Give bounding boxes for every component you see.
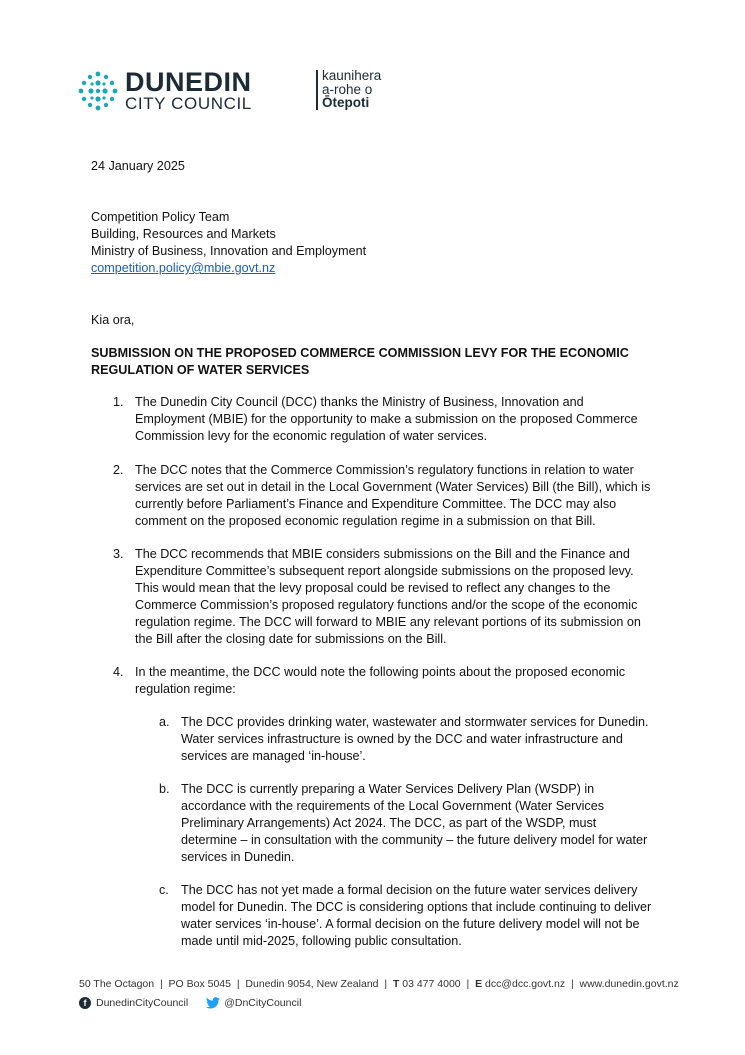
paragraph-2 bbox=[113, 462, 653, 530]
facebook-handle[interactable]: DunedinCityCouncil bbox=[96, 997, 189, 1009]
recipient-email-link[interactable]: competition.policy@mbie.govt.nz bbox=[91, 261, 276, 275]
address-line3: Ministry of Business, Innovation and Employment bbox=[91, 244, 367, 258]
footer-email-label: E bbox=[475, 978, 483, 990]
subpoint-text: The DCC is currently preparing a Water Services Delivery Plan (WSDP) in accordance with the requirements of the Local Government (Water Services Preliminary Arrangements) Act 2024. The DCC, as part of the WSDP, must determine – in consultation with the community – the future delivery model for water services in Dunedin. bbox=[181, 782, 648, 864]
logo-maori-line1: kaunihera bbox=[322, 68, 382, 83]
subpoint-b bbox=[159, 781, 653, 866]
subpoint-text: The DCC has not yet made a formal decision on the future water services delivery model for Dunedin. The DCC is considering options that include continuing to deliver water services ‘in-house’. A formal decision on the future delivery model will not be made until mid-2025, following public consultation. bbox=[181, 883, 652, 948]
paragraph-text: The DCC recommends that MBIE considers submissions on the Bill and the Finance and Expenditure Committee’s subsequent report alongside submissions on the proposed levy. This would mean that the levy proposal could be revised to reflect any changes to the Commerce Commission’s proposed regulatory functions and/or the scope of the economic regulation regime. The DCC will forward to MBIE any relevant portions of its submission on the Bill after the closing date for submissions on the Bill. bbox=[135, 547, 641, 646]
paragraph-number: 1. bbox=[113, 395, 124, 409]
recipient-address bbox=[91, 209, 366, 277]
subpoint-letter: a. bbox=[159, 715, 170, 729]
facebook-icon: f bbox=[79, 997, 91, 1009]
dcc-logo-mark-icon bbox=[77, 70, 119, 112]
submission-heading: SUBMISSION ON THE PROPOSED COMMERCE COMMISSION LEVY FOR THE ECONOMIC REGULATION OF WATER SERVICES bbox=[91, 346, 629, 377]
footer-contact: 50 The Octagon | PO Box 5045 | Dunedin 9054, New Zealand | T 03 477 4000 | E dcc@dcc.govt.nz | www.dunedin.govt.nz bbox=[79, 978, 679, 990]
subpoint-letter: b. bbox=[159, 782, 170, 796]
subpoint-letter: c. bbox=[159, 883, 169, 897]
footer-email[interactable]: dcc@dcc.govt.nz bbox=[485, 978, 566, 990]
twitter-handle[interactable]: @DnCityCouncil bbox=[224, 997, 302, 1009]
address-line1: Competition Policy Team bbox=[91, 210, 230, 224]
paragraph-text: In the meantime, the DCC would note the following points about the proposed economic regulation regime: bbox=[135, 665, 626, 696]
logo-name-line1: DUNEDIN bbox=[125, 67, 252, 97]
paragraph-number: 2. bbox=[113, 463, 124, 477]
footer-city: Dunedin 9054, New Zealand bbox=[245, 978, 379, 990]
footer-po-box: PO Box 5045 bbox=[168, 978, 231, 990]
letter-date: 24 January 2025 bbox=[91, 159, 185, 173]
paragraph-text: The Dunedin City Council (DCC) thanks the Ministry of Business, Innovation and Employment (MBIE) for the opportunity to make a submission on the proposed Commerce Commission levy for the economic regulation of water services. bbox=[135, 395, 638, 443]
logo-maori-line2: a-rohe o bbox=[322, 81, 373, 97]
footer-phone: 03 477 4000 bbox=[402, 978, 461, 990]
paragraph-3 bbox=[113, 546, 653, 648]
paragraph-4 bbox=[113, 664, 653, 698]
subpoint-c bbox=[159, 882, 653, 950]
paragraph-1 bbox=[113, 394, 653, 445]
footer-phone-label: T bbox=[392, 978, 400, 990]
subpoint-text: The DCC provides drinking water, wastewater and stormwater services for Dunedin. Water services infrastructure is owned by the DCC and water infrastructure and services are managed ‘in-house’. bbox=[181, 715, 649, 763]
logo-name-line2: CITY COUNCIL bbox=[125, 94, 252, 113]
greeting: Kia ora, bbox=[91, 313, 135, 327]
paragraph-number: 4. bbox=[113, 665, 124, 679]
subpoint-a bbox=[159, 714, 653, 765]
footer-social bbox=[79, 997, 301, 1009]
logo-divider bbox=[316, 70, 318, 110]
footer-street: 50 The Octagon bbox=[79, 978, 155, 990]
twitter-icon bbox=[206, 997, 220, 1009]
address-line2: Building, Resources and Markets bbox=[91, 227, 276, 241]
dcc-logo bbox=[77, 67, 382, 113]
logo-maori-line3: Ōtepoti bbox=[322, 95, 370, 110]
paragraph-text: The DCC notes that the Commerce Commission’s regulatory functions in relation to water services are set out in detail in the Local Government (Water Services) Bill (the Bill), which is currently before Parliament’s Finance and Expenditure Committee. The DCC may also comment on the proposed economic regulation regime in a submission on that Bill. bbox=[135, 463, 651, 528]
paragraph-number: 3. bbox=[113, 547, 124, 561]
logo-maori-name bbox=[322, 69, 381, 110]
footer-website[interactable]: www.dunedin.govt.nz bbox=[579, 978, 679, 990]
